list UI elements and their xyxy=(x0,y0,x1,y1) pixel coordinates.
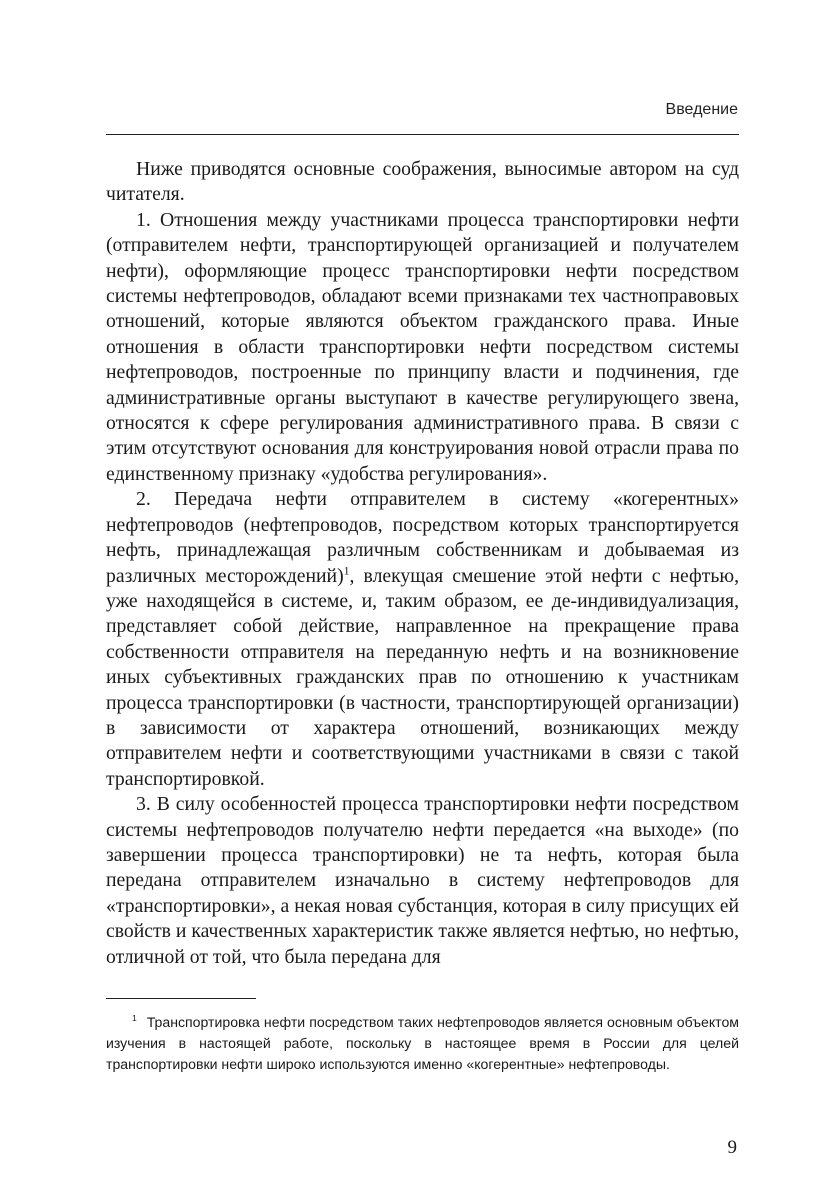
main-text xyxy=(106,157,739,970)
paragraph-3: 3. В силу особенностей процесса транспортировки нефти посредством системы нефтепроводов получателю нефти передается «на выходе» (по завершении процесса транспортировки) не та нефть, которая была передана отправителем изначально в систему нефтепроводов для «транспортировки», а некая новая субстанция, которая в силу присущих ей свойств и качественных характеристик также является нефтью, но нефтью, отличной от той, что была передана для xyxy=(106,793,739,968)
footnote xyxy=(106,1012,739,1075)
footnote-marker: 1 xyxy=(132,1013,137,1024)
page-number: 9 xyxy=(727,1137,737,1158)
footnote-text: Транспортировка нефти посредством таких нефтепроводов является основным объектом изучения в настоящей работе, поскольку в настоящее время в России для целей транспортировки нефти широко используются именно «когерентные» нефтепроводы. xyxy=(106,1014,739,1072)
footnote-reference: 1 xyxy=(343,562,350,577)
paragraph-intro: Ниже приводятся основные соображения, выносимые автором на суд читателя. xyxy=(106,158,739,206)
footnote-divider xyxy=(106,998,256,999)
paragraph-1: 1. Отношения между участниками процесса транспортировки нефти (отправителем нефти, транспортирующей организацией и получателем нефти), оформляющие процесс транспортировки нефти посредством системы нефтепроводов, обладают всеми признаками тех частноправовых отношений, которые являются объектом гражданского права. Иные отношения в области транспортировки нефти посредством системы нефтепроводов, построенные по принципу власти и подчинения, где административные органы выступают в качестве регулирующего звена, относятся к сфере регулирования административного права. В связи с этим отсутствуют основания для конструирования новой отрасли права по единственному признаку «удобства регулирования». xyxy=(106,208,739,485)
paragraph-2 xyxy=(106,487,739,792)
paragraph-2-part-1: 2. Передача нефти отправителем в систему «когерентных» нефтепроводов (нефтепроводов, посредством которых транспортируется нефть, принадлежащая различным собственникам и добываемая из различных месторождений) xyxy=(106,488,739,587)
running-header: Введение xyxy=(665,101,738,118)
header-divider xyxy=(106,134,739,135)
paragraph-2-part-2: , влекущая смешение этой нефти с нефтью, уже находящейся в системе, и, таким образом, ее де-индивидуализация, представляет собой действие, направленное на прекращение права собственности отправителя на переданную нефть и на возникновение иных субъективных гражданских прав по отношению к участникам процесса транспортировки (в частности, транспортирующей организации) в зависимости от характера отношений, возникающих между отправителем нефти и соответствующими участниками в связи с такой транспортировкой. xyxy=(106,564,740,790)
